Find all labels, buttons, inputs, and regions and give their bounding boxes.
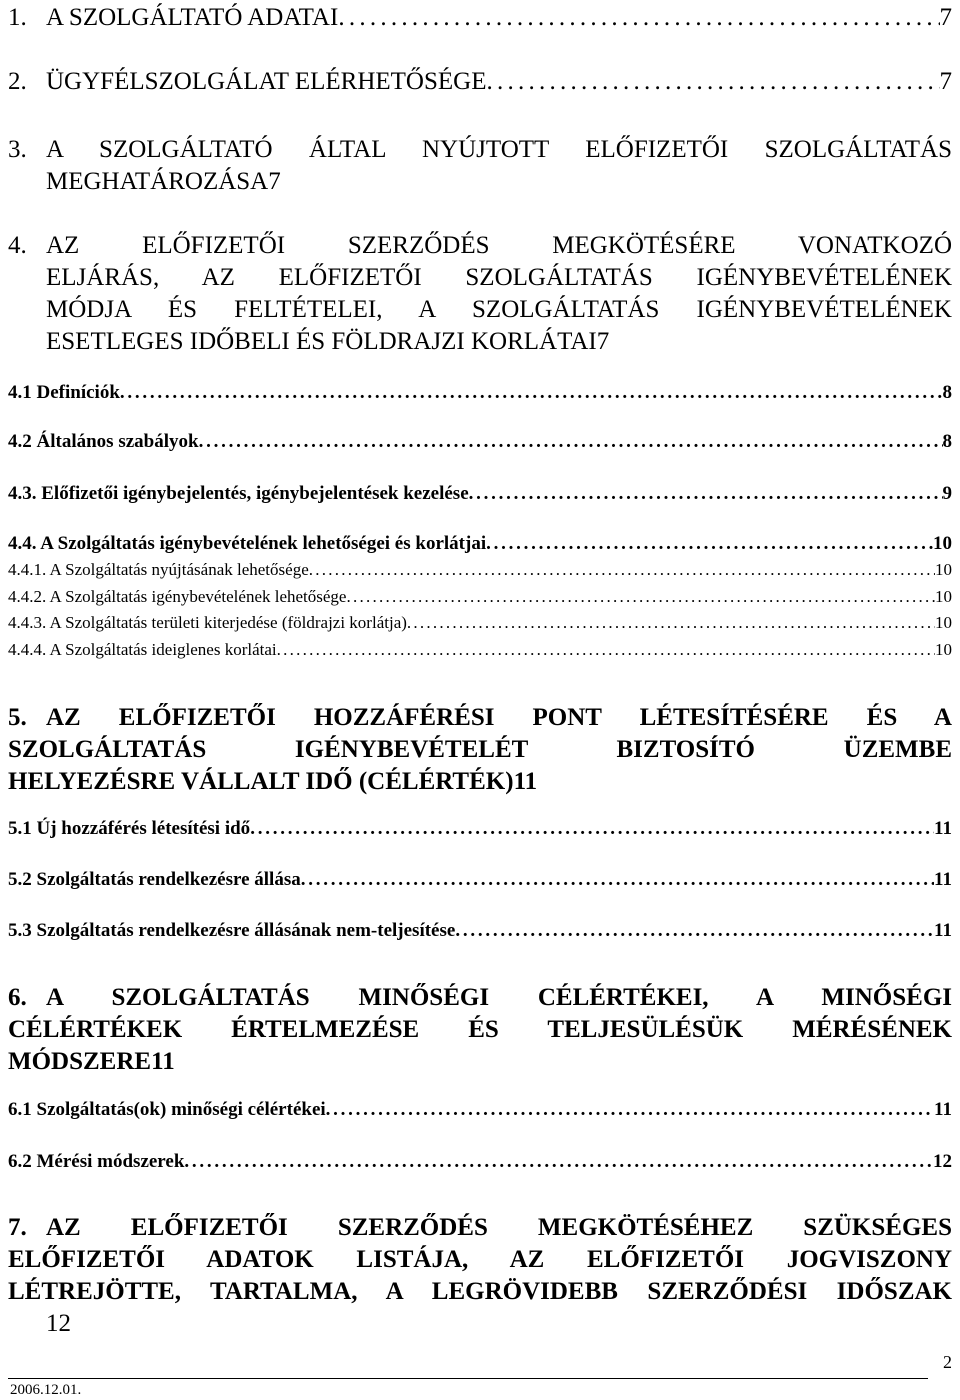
toc-page: 10 [935, 560, 952, 579]
toc-entry-6[interactable] [8, 982, 952, 1078]
toc-page: 12 [933, 1151, 952, 1172]
toc-title: 4.4.2. A Szolgáltatás igénybevételének lehetősége [8, 587, 347, 606]
toc-number: 5. [8, 704, 27, 731]
toc-title: 5.3 Szolgáltatás rendelkezésre állásának nem-teljesítése [8, 920, 456, 941]
toc-title-line: A SZOLGÁLTATÁS MINŐSÉGI CÉLÉRTÉKEI, A MINŐSÉGI [46, 984, 952, 1011]
toc-entry-4-4[interactable] [8, 533, 952, 555]
toc-entry-6-2[interactable] [8, 1151, 952, 1173]
toc-title: 4.4.4. A Szolgáltatás ideiglenes korlátai [8, 640, 277, 659]
toc-title-line: LÉTREJÖTTE, TARTALMA, A LEGRÖVIDEBB SZERZŐDÉSI IDŐSZAK [8, 1278, 952, 1305]
toc-title: 4.4.3. A Szolgáltatás területi kiterjedése (földrajzi korlátja) [8, 613, 407, 632]
toc-entry-5-1[interactable] [8, 818, 952, 840]
toc-leader [346, 587, 935, 607]
toc-title: 4.2 Általános szabályok [8, 431, 199, 452]
toc-page: 8 [942, 431, 952, 452]
toc-leader [120, 382, 943, 404]
toc-title: 5.1 Új hozzáférés létesítési idő [8, 818, 251, 839]
toc-number: 4. [8, 232, 27, 259]
toc-leader [469, 483, 943, 505]
toc-leader [338, 4, 939, 32]
toc-page: 9 [942, 483, 952, 504]
toc-entry-4-2[interactable] [8, 431, 952, 453]
toc-number: 3. [8, 136, 27, 163]
toc-page: 11 [513, 768, 538, 795]
toc-leader [407, 613, 935, 633]
toc-leader [486, 533, 933, 555]
toc-leader [301, 869, 934, 891]
toc-page: 7 [268, 168, 281, 195]
toc-page: 11 [934, 1099, 952, 1120]
toc-leader [486, 68, 939, 96]
toc-entry-4[interactable] [8, 230, 952, 358]
toc-title-line: MEGHATÁROZÁSA [46, 168, 269, 195]
toc-leader [326, 1099, 934, 1121]
toc-leader [184, 1151, 933, 1173]
toc-title: 4.1 Definíciók [8, 382, 120, 403]
toc-page: 10 [935, 640, 952, 659]
toc-entry-5-2[interactable] [8, 869, 952, 891]
toc-title: 6.2 Mérési módszerek [8, 1151, 185, 1172]
toc-title: ÜGYFÉLSZOLGÁLAT ELÉRHETŐSÉGE [46, 68, 487, 95]
toc-number: 1. [8, 4, 27, 31]
toc-page: 11 [151, 1048, 175, 1075]
toc-leader [309, 560, 935, 580]
toc-page: 10 [933, 533, 952, 554]
toc-entry-4-4-4[interactable] [8, 640, 952, 660]
toc-title-line: SZOLGÁLTATÁS IGÉNYBEVÉTELÉT BIZTOSÍTÓ ÜZEMBE [8, 736, 952, 763]
toc-entry-6-1[interactable] [8, 1099, 952, 1121]
toc-title-line: AZ ELŐFIZETŐI SZERZŐDÉS MEGKÖTÉSÉHEZ SZÜKSÉGES [46, 1214, 952, 1241]
footer-date: 2006.12.01. [10, 1382, 82, 1398]
toc-title: 5.2 Szolgáltatás rendelkezésre állása [8, 869, 301, 890]
toc-entry-7[interactable] [8, 1212, 952, 1340]
toc-title: 6.1 Szolgáltatás(ok) minőségi célértékei [8, 1099, 326, 1120]
toc-leader [455, 920, 934, 942]
toc-page: 11 [934, 818, 952, 839]
toc-page: 10 [935, 587, 952, 606]
toc-title-line: AZ ELŐFIZETŐI SZERZŐDÉS MEGKÖTÉSÉRE VONATKOZÓ [46, 232, 952, 259]
toc-entry-4-1[interactable] [8, 382, 952, 404]
toc-leader [199, 431, 943, 453]
toc-page: 10 [935, 613, 952, 632]
toc-title: 4.4.1. A Szolgáltatás nyújtásának lehetősége [8, 560, 309, 579]
toc-title-line: ESETLEGES IDŐBELI ÉS FÖLDRAJZI KORLÁTAI [46, 328, 597, 355]
toc-entry-2[interactable] [8, 68, 952, 96]
toc-title-line: MÓDSZERE [8, 1048, 152, 1075]
toc-leader [277, 640, 935, 660]
toc-page: 7 [596, 328, 610, 355]
toc-leader [250, 818, 934, 840]
toc-entry-5-3[interactable] [8, 920, 952, 942]
footer-divider [8, 1378, 928, 1379]
page-number: 2 [943, 1352, 952, 1372]
toc-page: 11 [934, 869, 952, 890]
toc-entry-4-4-3[interactable] [8, 613, 952, 633]
toc-number: 7. [8, 1214, 27, 1241]
toc-entry-4-4-1[interactable] [8, 560, 952, 580]
toc-number: 2. [8, 68, 27, 95]
toc-title-line: ELJÁRÁS, AZ ELŐFIZETŐI SZOLGÁLTATÁS IGÉNYBEVÉTELÉNEK [46, 264, 952, 291]
toc-title-line: HELYEZÉSRE VÁLLALT IDŐ (CÉLÉRTÉK) [8, 768, 514, 795]
toc-page: 8 [942, 382, 952, 403]
toc-page: 7 [939, 4, 952, 31]
toc-entry-4-4-2[interactable] [8, 587, 952, 607]
toc-title-line: MÓDJA ÉS FELTÉTELEI, A SZOLGÁLTATÁS IGÉNYBEVÉTELÉNEK [46, 296, 952, 323]
toc-entry-1[interactable] [8, 4, 952, 32]
toc-page: 11 [934, 920, 952, 941]
toc-title: 4.3. Előfizetői igénybejelentés, igénybejelentések kezelése [8, 483, 469, 504]
toc-title-line: A SZOLGÁLTATÓ ÁLTAL NYÚJTOTT ELŐFIZETŐI SZOLGÁLTATÁS [46, 136, 952, 163]
toc-title: A SZOLGÁLTATÓ ADATAI [46, 4, 339, 31]
toc-entry-4-3[interactable] [8, 483, 952, 505]
toc-page: 7 [939, 68, 952, 95]
toc-entry-5[interactable] [8, 702, 952, 798]
toc-entry-3[interactable] [8, 134, 952, 198]
toc-title-line: ELŐFIZETŐI ADATOK LISTÁJA, AZ ELŐFIZETŐI JOGVISZONY [8, 1246, 952, 1273]
toc-number: 6. [8, 984, 27, 1011]
toc-page: 12 [46, 1310, 71, 1337]
toc-title: 4.4. A Szolgáltatás igénybevételének lehetőségei és korlátjai [8, 533, 487, 554]
toc-title-line: CÉLÉRTÉKEK ÉRTELMEZÉSE ÉS TELJESÜLÉSÜK MÉRÉSÉNEK [8, 1016, 952, 1043]
toc-title-line: AZ ELŐFIZETŐI HOZZÁFÉRÉSI PONT LÉTESÍTÉSÉRE ÉS A [46, 704, 952, 731]
